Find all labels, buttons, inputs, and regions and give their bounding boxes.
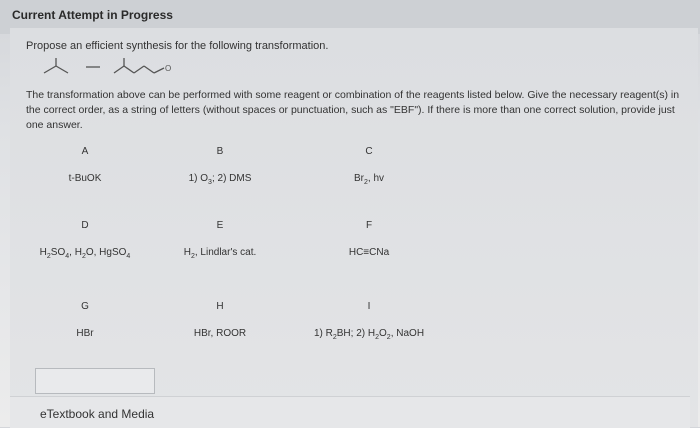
reagent-c <box>269 146 469 186</box>
reagent-i <box>269 301 469 341</box>
reagent-letter: E <box>216 220 224 231</box>
reagent-text: $H_2$, Lindlar's cat. <box>183 247 257 260</box>
reagent-letter: H <box>216 301 224 312</box>
reagent-text: 1) $R_2BH$; 2) $H_2O_2$, NaOH <box>313 328 425 341</box>
reagent-text: HBr <box>76 328 94 339</box>
question-instructions: The transformation above can be performed with some reagent or combination of the reagents listed below. Give the necessary reagent(s) in the correct order, as a string of letters (without spaces or punctuation, such as "EBF"). If there is more than one correct solution, provide just one answer. <box>26 89 680 131</box>
reagent-letter: C <box>365 146 373 157</box>
answer-input[interactable] <box>35 368 155 394</box>
reagent-letter: G <box>81 301 89 312</box>
product-structure <box>114 58 164 73</box>
etextbook-media-section[interactable] <box>10 396 690 428</box>
reagent-text: HC≡CNa <box>348 247 390 258</box>
reagent-text: HBr, ROOR <box>193 328 247 339</box>
reagent-letter: B <box>216 146 224 157</box>
reagent-letter: A <box>81 146 89 157</box>
reagent-letter: I <box>367 301 371 312</box>
reagent-f <box>269 220 469 258</box>
reagent-text: t-BuOK <box>68 173 102 184</box>
reagent-text: 1) $O_3$; 2) DMS <box>188 173 252 186</box>
oxygen-atom: O <box>165 64 172 73</box>
page-title: Current Attempt in Progress <box>12 8 173 22</box>
reagent-text: $Br_2$, hv <box>353 173 385 186</box>
reagent-letter: F <box>365 220 373 231</box>
reagent-text: $H_2SO_4$, $H_2O$, HgSO$_4$ <box>39 247 131 260</box>
starting-material-structure <box>44 58 68 73</box>
reagent-letter: D <box>81 220 89 231</box>
etextbook-media-label: eTextbook and Media <box>40 407 155 421</box>
question-prompt: Propose an efficient synthesis for the following transformation. <box>26 40 329 52</box>
transformation-scheme <box>34 55 184 81</box>
